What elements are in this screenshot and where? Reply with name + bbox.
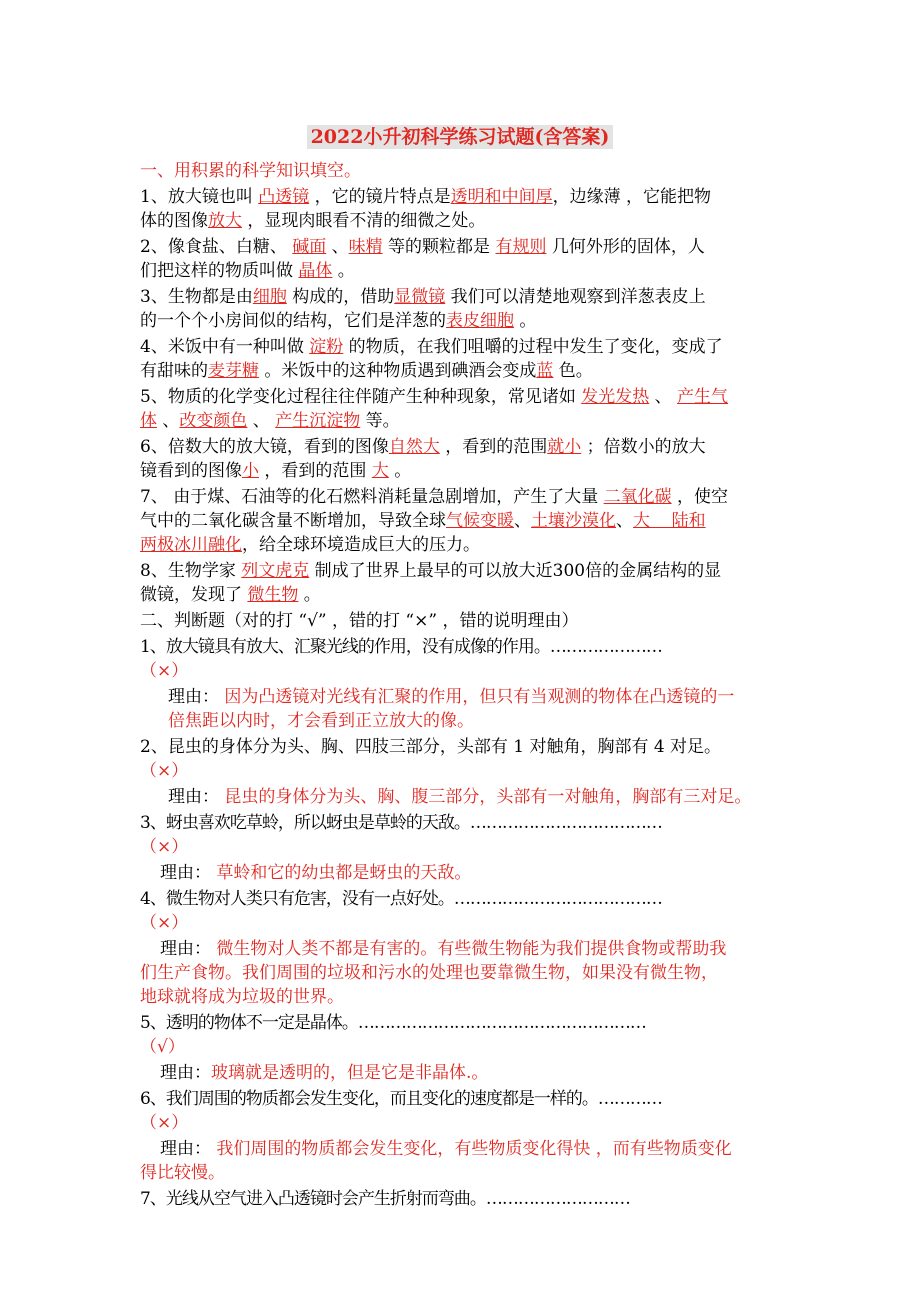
answer-blank: 就小 — [547, 437, 582, 457]
q8-line2: 微镜，发现了 微生物 。 — [140, 585, 321, 605]
answer-blank: 透明和中间厚 — [450, 187, 553, 207]
answer-blank: 土壤沙漠化 — [531, 511, 616, 531]
answer-blank: 碱面 — [292, 237, 327, 257]
answer-blank: 蓝 — [536, 361, 554, 381]
judge-item-5-reason: 理由：玻璃就是透明的，但是它是非晶体.。 — [160, 1063, 489, 1083]
answer-blank: 表皮细胞 — [446, 311, 514, 331]
judge-item-1-reason-cont: 倍焦距以内时，才会看到正立放大的像。 — [168, 711, 474, 731]
q2-line1: 2、像食盐、白糖、 碱面 、味精 等的颗粒都是 有规则 几何外形的固体，人 — [140, 237, 705, 257]
judge-item-6-reason-cont: 得比较慢。 — [140, 1163, 225, 1183]
section2-heading: 二、判断题（对的打 “√” ，错的打 “×” ，错的说明理由） — [140, 611, 579, 631]
judge-item-3-question: 3、蚜虫喜欢吃草蛉，所以蚜虫是草蛉的天敌。……………………………… — [140, 813, 662, 833]
answer-blank: 自然大 — [388, 437, 440, 457]
judge-item-6-question: 6、我们周围的物质都会发生变化，而且变化的速度都是一样的。………… — [140, 1089, 662, 1109]
q1-line1: 1、放大镜也叫 凸透镜 ，它的镜片特点是透明和中间厚，边缘薄 ，它能把物 — [140, 187, 712, 207]
answer-blank: 产生沉淀物 — [275, 411, 361, 431]
q7-line2: 气中的二氧化碳含量不断增加，导致全球气候变暖、土壤沙漠化、大 陆和 — [140, 511, 706, 531]
answer-blank: 大 陆和 — [633, 511, 706, 531]
judge-item-4-reason-cont: 们生产食物。我们周围的垃圾和污水的处理也要靠微生物，如果没有微生物， — [140, 963, 718, 983]
q3-line2: 的一个个小房间似的结构，它们是洋葱的表皮细胞 。 — [140, 311, 537, 331]
answer-blank: 显微镜 — [394, 287, 446, 307]
judge-item-3-reason: 理由： 草蛉和它的幼虫都是蚜虫的天敌。 — [160, 863, 472, 883]
answer-blank: 二氧化碳 — [603, 487, 672, 507]
answer-blank: 大 — [371, 461, 389, 481]
judge-item-4-question: 4、微生物对人类只有危害，没有一点好处。………………………………… — [140, 889, 662, 909]
judge-item-3-mark: （×） — [140, 837, 189, 857]
judge-item-2-reason: 理由： 昆虫的身体分为头、胸、腹三部分，头部有一对触角，胸部有三对足。 — [168, 787, 752, 807]
q5-line2: 体 、改变颜色 、 产生沉淀物 等。 — [140, 411, 400, 431]
answer-blank: 体 — [140, 411, 157, 431]
answer-blank: 有规则 — [495, 237, 547, 257]
q7-line1: 7、 由于煤、石油等的化石燃料消耗量急剧增加，产生了大量 二氧化碳 ，使空 — [140, 487, 729, 507]
answer-blank: 气候变暖 — [446, 511, 514, 531]
judge-item-4-mark: （×） — [140, 913, 189, 933]
judge-item-1-question: 1、放大镜具有放大、汇聚光线的作用，没有成像的作用。………………… — [140, 637, 662, 657]
answer-blank: 细胞 — [252, 287, 287, 307]
judge-item-6-mark: （×） — [140, 1113, 189, 1133]
answer-blank: 改变颜色 — [179, 411, 248, 431]
answer-blank: 列文虎克 — [241, 561, 310, 581]
answer-blank: 发光发热 — [581, 387, 650, 407]
judge-item-1-mark: （×） — [140, 661, 189, 681]
judge-item-2-question: 2、昆虫的身体分为头、胸、四肢三部分，头部有 1 对触角，胸部有 4 对足。 — [140, 737, 722, 757]
q1-line2: 体的图像放大 ，显现肉眼看不清的细微之处。 — [140, 211, 486, 231]
judge-item-7-question: 7、光线从空气进入凸透镜时会产生折射而弯曲。……………………… — [140, 1189, 630, 1209]
q6-line2: 镜看到的图像小 ，看到的范围 大 。 — [140, 461, 412, 481]
q5-line1: 5、物质的化学变化过程往往伴随产生种种现象，常见诸如 发光发热 、 产生气 — [140, 387, 729, 407]
answer-blank: 味精 — [348, 237, 383, 257]
answer-blank: 小 — [242, 461, 259, 481]
answer-blank: 两极冰川融化 — [140, 535, 242, 555]
judge-item-4-reason-cont2: 地球就将成为垃圾的世界。 — [140, 987, 344, 1007]
answer-blank: 淀粉 — [309, 337, 344, 357]
judge-item-2-mark: （×） — [140, 761, 189, 781]
q4-line1: 4、米饭中有一种叫做 淀粉 的物质，在我们咀嚼的过程中发生了变化，变成了 — [140, 337, 723, 357]
page-title: 2022小升初科学练习试题(含答案) — [0, 122, 920, 149]
q4-line2: 有甜味的麦芽糖 。米饭中的这种物质遇到碘酒会变成蓝 色。 — [140, 361, 593, 381]
answer-blank: 放大 — [208, 211, 242, 231]
q7-line3: 两极冰川融化，给全球环境造成巨大的压力。 — [140, 535, 480, 555]
judge-item-1-reason: 理由： 因为凸透镜对光线有汇聚的作用，但只有当观测的物体在凸透镜的一 — [168, 687, 735, 707]
judge-item-5-mark: （√） — [140, 1037, 185, 1057]
q8-line1: 8、生物学家 列文虎克 制成了世界上最早的可以放大近300倍的金属结构的显 — [140, 561, 722, 581]
answer-blank: 凸透镜 — [258, 187, 310, 207]
answer-blank: 晶体 — [298, 261, 333, 281]
section1-heading: 一、用积累的科学知识填空。 — [140, 161, 361, 181]
judge-item-6-reason: 理由： 我们周围的物质都会发生变化，有些物质变化得快 ，而有些物质变化 — [160, 1139, 732, 1159]
q2-line2: 们把这样的物质叫做 晶体 。 — [140, 261, 355, 281]
q6-line1: 6、倍数大的放大镜，看到的图像自然大 ，看到的范围就小 ；倍数小的放大 — [140, 437, 706, 457]
answer-blank: 产生气 — [677, 387, 729, 407]
judge-item-5-question: 5、透明的物体不一定是晶体。……………………………………………… — [140, 1013, 646, 1033]
answer-blank: 微生物 — [247, 585, 299, 605]
q3-line1: 3、生物都是由细胞 构成的，借助显微镜 我们可以清楚地观察到洋葱表皮上 — [140, 287, 706, 307]
judge-item-4-reason: 理由： 微生物对人类不都是有害的。有些微生物能为我们提供食物或帮助我 — [160, 939, 727, 959]
answer-blank: 麦芽糖 — [208, 361, 259, 381]
